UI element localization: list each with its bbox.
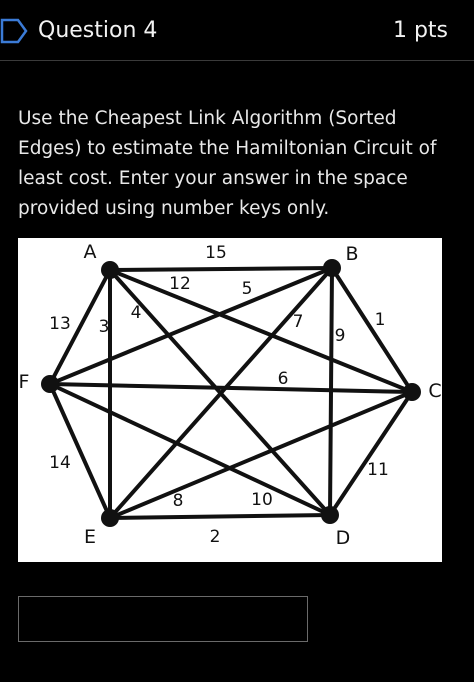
vertex-e [101, 509, 119, 527]
question-points: 1 pts [392, 18, 448, 43]
bookmark-flag-icon[interactable] [0, 16, 30, 46]
edge-weight-b-f: 5 [241, 279, 253, 299]
edge-weight-a-b: 15 [205, 243, 227, 263]
edge-weight-a-c: 12 [169, 274, 191, 294]
edge-d-e [110, 515, 330, 518]
question-prompt: Use the Cheapest Link Algorithm (Sorted Edges) to estimate the Hamiltonian Circuit of least cost. Enter your answer in the space provided using number keys only. [18, 108, 437, 219]
edge-weight-a-e: 3 [98, 317, 110, 337]
vertex-c [403, 383, 421, 401]
edge-weight-e-f: 14 [49, 453, 71, 473]
edge-b-f [50, 268, 332, 384]
vertex-label-d: D [335, 527, 351, 549]
edge-weight-d-f: 8 [172, 491, 184, 511]
edge-e-f [50, 384, 110, 518]
vertex-a [101, 261, 119, 279]
vertex-label-c: C [428, 380, 442, 402]
vertex-d [321, 506, 339, 524]
edge-weight-c-e: 10 [251, 490, 273, 510]
edge-weight-c-f: 6 [277, 369, 289, 389]
edge-weight-a-f: 13 [49, 314, 71, 334]
edge-c-f [50, 384, 412, 392]
question-header [0, 0, 474, 61]
edge-weight-b-c: 1 [374, 310, 386, 330]
answer-input[interactable] [18, 596, 308, 642]
edge-a-b [110, 268, 332, 270]
edge-weight-d-e: 2 [209, 527, 221, 547]
edge-weight-b-e: 7 [292, 312, 304, 332]
vertex-label-e: E [83, 526, 97, 548]
edge-weight-a-d: 4 [130, 303, 142, 323]
vertex-f [41, 375, 59, 393]
edge-a-c [110, 270, 412, 392]
vertex-label-b: B [345, 243, 359, 265]
edge-weight-b-d: 9 [334, 326, 346, 346]
vertex-label-a: A [83, 241, 97, 263]
edge-d-f [50, 384, 330, 515]
question-title: Question 4 [38, 18, 158, 43]
edge-weight-c-d: 11 [367, 460, 389, 480]
vertex-label-f: F [18, 371, 30, 393]
graph-figure [18, 238, 442, 562]
weighted-graph [18, 238, 442, 562]
vertex-b [323, 259, 341, 277]
